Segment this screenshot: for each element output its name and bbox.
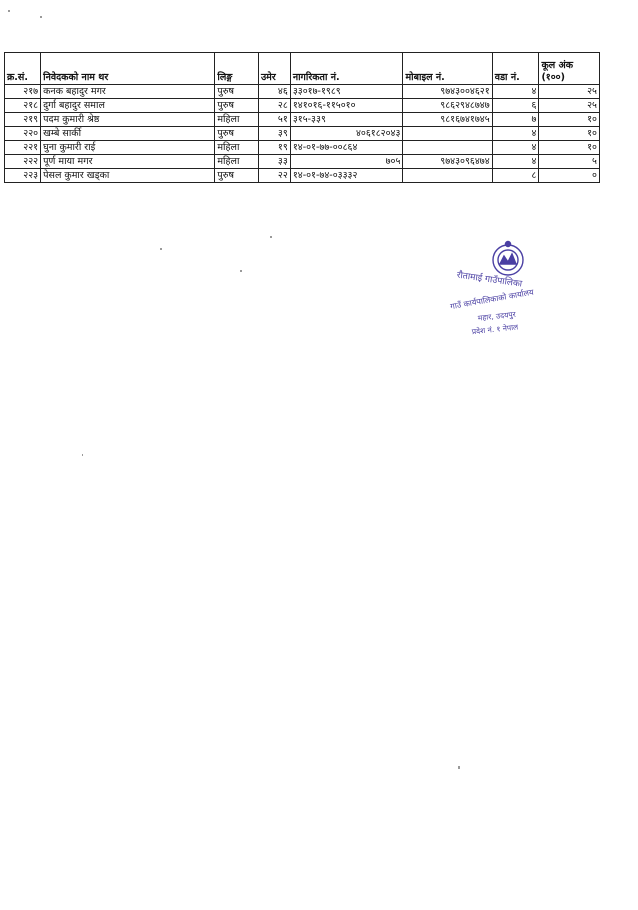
cell-name: पेसल कुमार खड्का xyxy=(41,169,215,183)
cell-serial: २२१ xyxy=(5,141,41,155)
cell-name: खम्बे सार्की xyxy=(41,127,215,141)
cell-ward: ४ xyxy=(492,155,539,169)
cell-score: ५ xyxy=(539,155,600,169)
scan-speck xyxy=(458,766,460,769)
cell-serial: २२० xyxy=(5,127,41,141)
cell-name: घुना कुमारी राई xyxy=(41,141,215,155)
cell-age: ३९ xyxy=(258,127,290,141)
cell-citizenship: ७०५ xyxy=(290,155,403,169)
cell-ward: ४ xyxy=(492,127,539,141)
seal-line-3: महार, उदयपुर xyxy=(477,309,517,323)
table-row xyxy=(5,141,600,155)
cell-serial: २१९ xyxy=(5,113,41,127)
cell-serial: २२२ xyxy=(5,155,41,169)
table-row xyxy=(5,85,600,99)
scan-speck xyxy=(82,454,83,456)
cell-ward: ७ xyxy=(492,113,539,127)
cell-score: १० xyxy=(539,127,600,141)
table-row xyxy=(5,113,600,127)
scan-speck xyxy=(160,248,162,250)
cell-citizenship: ४०६१८२०४३ xyxy=(290,127,403,141)
cell-citizenship: ३३०१७-१९८९ xyxy=(290,85,403,99)
office-seal xyxy=(448,238,558,338)
cell-name: कनक बहादुर मगर xyxy=(41,85,215,99)
cell-citizenship: १४-०१-७७-००८६४ xyxy=(290,141,403,155)
cell-age: २८ xyxy=(258,99,290,113)
table-header-row xyxy=(5,53,600,85)
cell-gender: महिला xyxy=(215,155,259,169)
emblem-icon xyxy=(493,242,523,276)
table-row xyxy=(5,169,600,183)
cell-age: २२ xyxy=(258,169,290,183)
cell-score: १० xyxy=(539,141,600,155)
cell-mobile: ९८१६७४१७४५ xyxy=(403,113,492,127)
cell-score: ० xyxy=(539,169,600,183)
header-name: निवेदकको नाम थर xyxy=(41,53,215,85)
scan-speck xyxy=(270,236,272,238)
cell-citizenship: १४१०१६-११५०१० xyxy=(290,99,403,113)
cell-gender: महिला xyxy=(215,113,259,127)
table-row xyxy=(5,155,600,169)
cell-citizenship: १४-०१-७४-०३३३२ xyxy=(290,169,403,183)
cell-score: २५ xyxy=(539,85,600,99)
cell-name: पूर्ण माया मगर xyxy=(41,155,215,169)
table-row xyxy=(5,127,600,141)
cell-gender: पुरुष xyxy=(215,169,259,183)
header-serial: क्र.सं. xyxy=(5,53,41,85)
cell-age: १९ xyxy=(258,141,290,155)
cell-age: ४६ xyxy=(258,85,290,99)
cell-mobile: ९७४३०९६४७४ xyxy=(403,155,492,169)
cell-serial: २१७ xyxy=(5,85,41,99)
header-gender: लिङ्ग xyxy=(215,53,259,85)
cell-name: पदम कुमारी श्रेष्ठ xyxy=(41,113,215,127)
cell-serial: २१८ xyxy=(5,99,41,113)
cell-ward: ६ xyxy=(492,99,539,113)
cell-mobile xyxy=(403,169,492,183)
cell-gender: पुरुष xyxy=(215,85,259,99)
scan-speck xyxy=(40,16,42,18)
table-row xyxy=(5,99,600,113)
header-score: कूल अंक (१००) xyxy=(539,53,600,85)
cell-score: २५ xyxy=(539,99,600,113)
cell-name: दुर्गा बहादुर समाल xyxy=(41,99,215,113)
cell-citizenship: ३१५-३३९ xyxy=(290,113,403,127)
cell-ward: ४ xyxy=(492,85,539,99)
header-citizenship: नागरिकता नं. xyxy=(290,53,403,85)
cell-mobile xyxy=(403,141,492,155)
cell-gender: पुरुष xyxy=(215,127,259,141)
cell-mobile: ९८६२९४८७४७ xyxy=(403,99,492,113)
cell-serial: २२३ xyxy=(5,169,41,183)
header-ward: वडा नं. xyxy=(492,53,539,85)
header-mobile: मोबाइल नं. xyxy=(403,53,492,85)
cell-mobile: ९७४३००४६२१ xyxy=(403,85,492,99)
scan-speck xyxy=(8,10,10,12)
seal-line-2: गाउँ कार्यपालिकाको कार्यालय xyxy=(449,287,535,312)
header-age: उमेर xyxy=(258,53,290,85)
scan-speck xyxy=(240,270,242,272)
seal-line-4: प्रदेश नं. १ नेपाल xyxy=(471,322,519,337)
applicant-table xyxy=(4,52,600,183)
cell-age: ५१ xyxy=(258,113,290,127)
cell-score: १० xyxy=(539,113,600,127)
cell-mobile xyxy=(403,127,492,141)
cell-gender: पुरुष xyxy=(215,99,259,113)
cell-ward: ४ xyxy=(492,141,539,155)
cell-gender: महिला xyxy=(215,141,259,155)
seal-line-1: रौतामाई गाउँपालिका xyxy=(456,270,523,290)
cell-age: ३३ xyxy=(258,155,290,169)
cell-ward: ८ xyxy=(492,169,539,183)
